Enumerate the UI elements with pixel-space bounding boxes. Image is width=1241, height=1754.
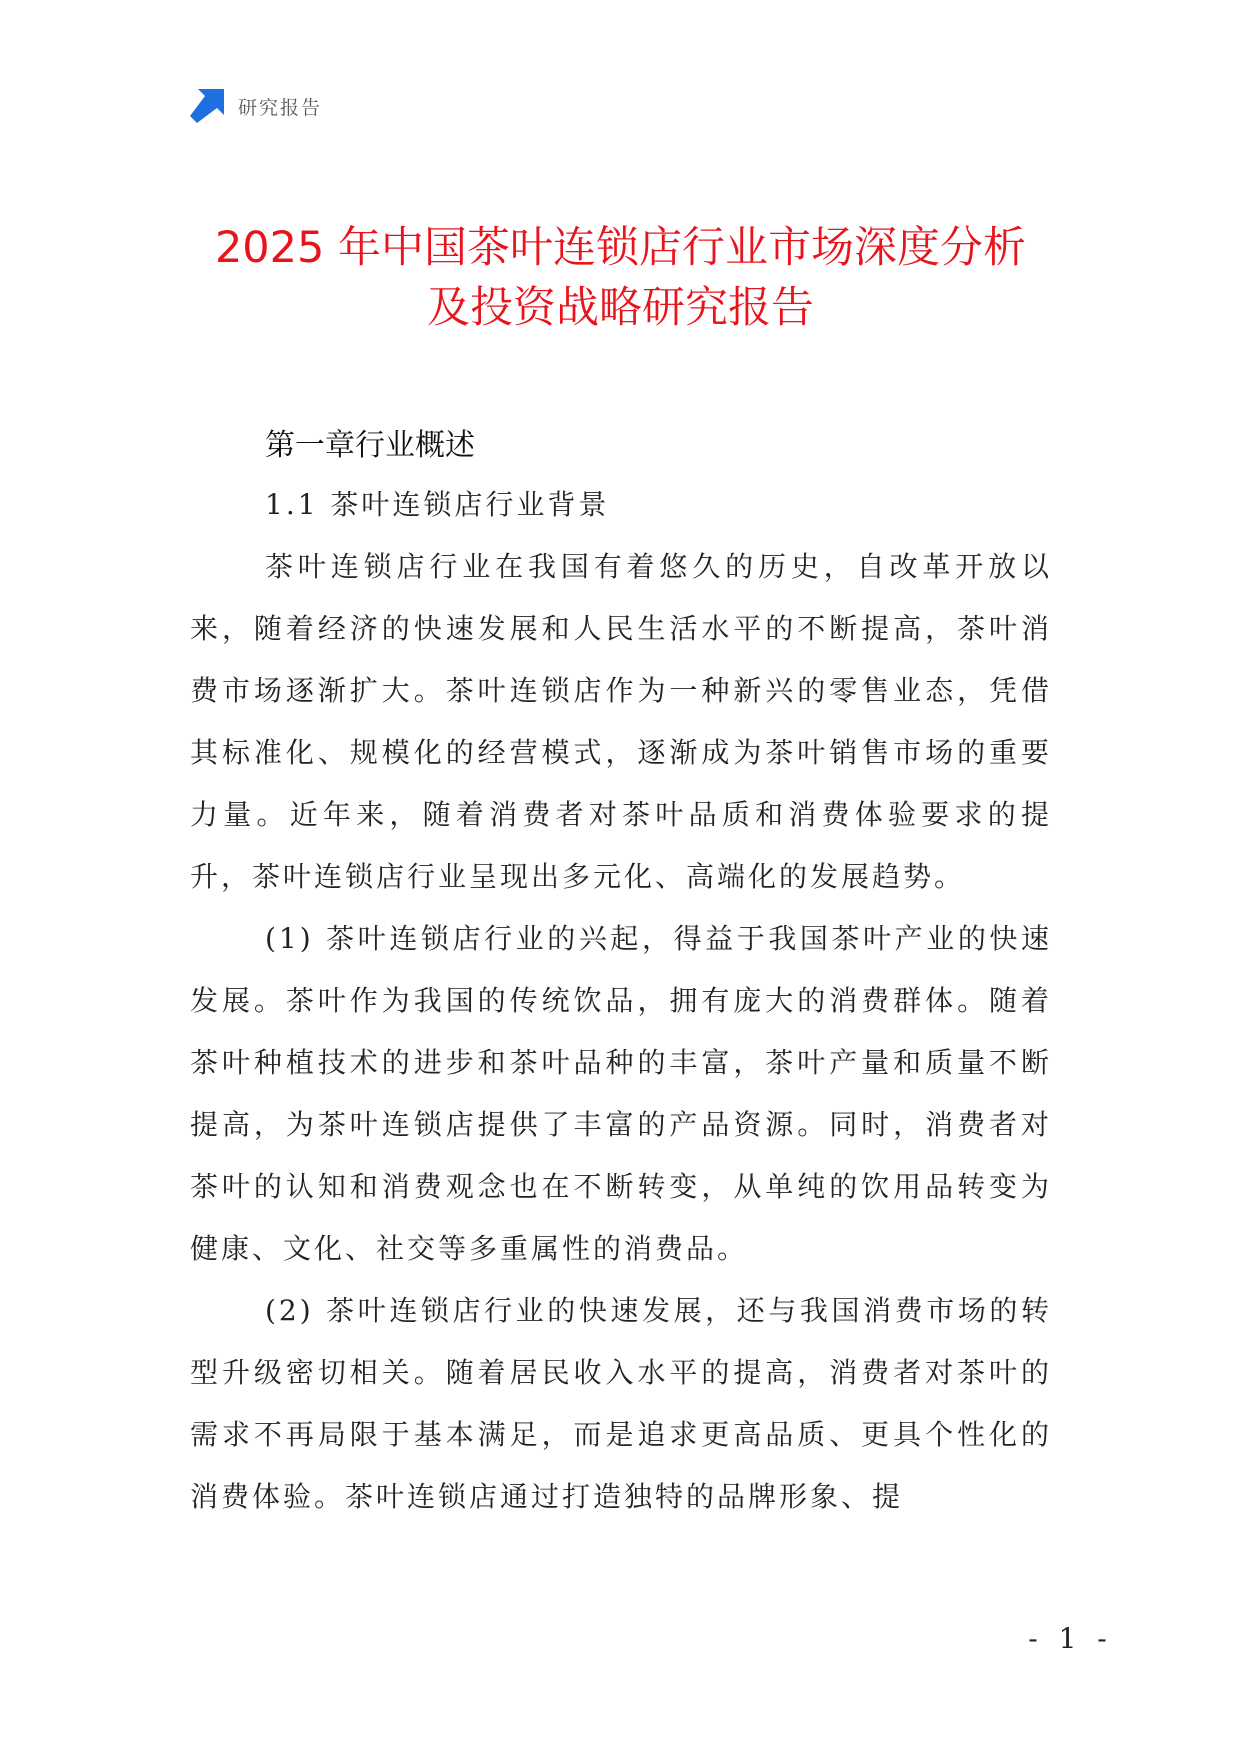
paragraph-1: 茶叶连锁店行业在我国有着悠久的历史，自改革开放以来，随着经济的快速发展和人民生活水平的不断提高，茶叶消费市场逐渐扩大。茶叶连锁店作为一种新兴的零售业态，凭借其标准化、规模化的经营模式，逐渐成为茶叶销售市场的重要力量。近年来，随着消费者对茶叶品质和消费体验要求的提升，茶叶连锁店行业呈现出多元化、高端化的发展趋势。 bbox=[190, 550, 1052, 893]
paragraph-2: (1) 茶叶连锁店行业的兴起，得益于我国茶叶产业的快速发展。茶叶作为我国的传统饮品，拥有庞大的消费群体。随着茶叶种植技术的进步和茶叶品种的丰富，茶叶产量和质量不断提高，为茶叶连锁店提供了丰富的产品资源。同时，消费者对茶叶的认知和消费观念也在不断转变，从单纯的饮用品转变为健康、文化、社交等多重属性的消费品。 bbox=[190, 922, 1052, 1265]
header-label: 研究报告 bbox=[238, 96, 323, 119]
arrow-up-right-icon bbox=[190, 89, 224, 123]
paragraph-3: (2) 茶叶连锁店行业的快速发展，还与我国消费市场的转型升级密切相关。随着居民收入水平的提高，消费者对茶叶的需求不再局限于基本满足，而是追求更高品质、更具个性化的消费体验。茶叶连锁店通过打造独特的品牌形象、提 bbox=[190, 1294, 1052, 1513]
section-heading: 1.1 茶叶连锁店行业背景 bbox=[265, 488, 610, 521]
title-line-1: 2025 年中国茶叶连锁店行业市场深度分析 bbox=[214, 223, 1027, 273]
page-number: - 1 - bbox=[1028, 1622, 1113, 1655]
report-header bbox=[190, 88, 322, 124]
document-title bbox=[150, 218, 1091, 338]
title-line-2: 及投资战略研究报告 bbox=[427, 283, 814, 333]
body-text bbox=[190, 536, 1052, 1528]
chapter-heading: 第一章行业概述 bbox=[265, 428, 475, 463]
